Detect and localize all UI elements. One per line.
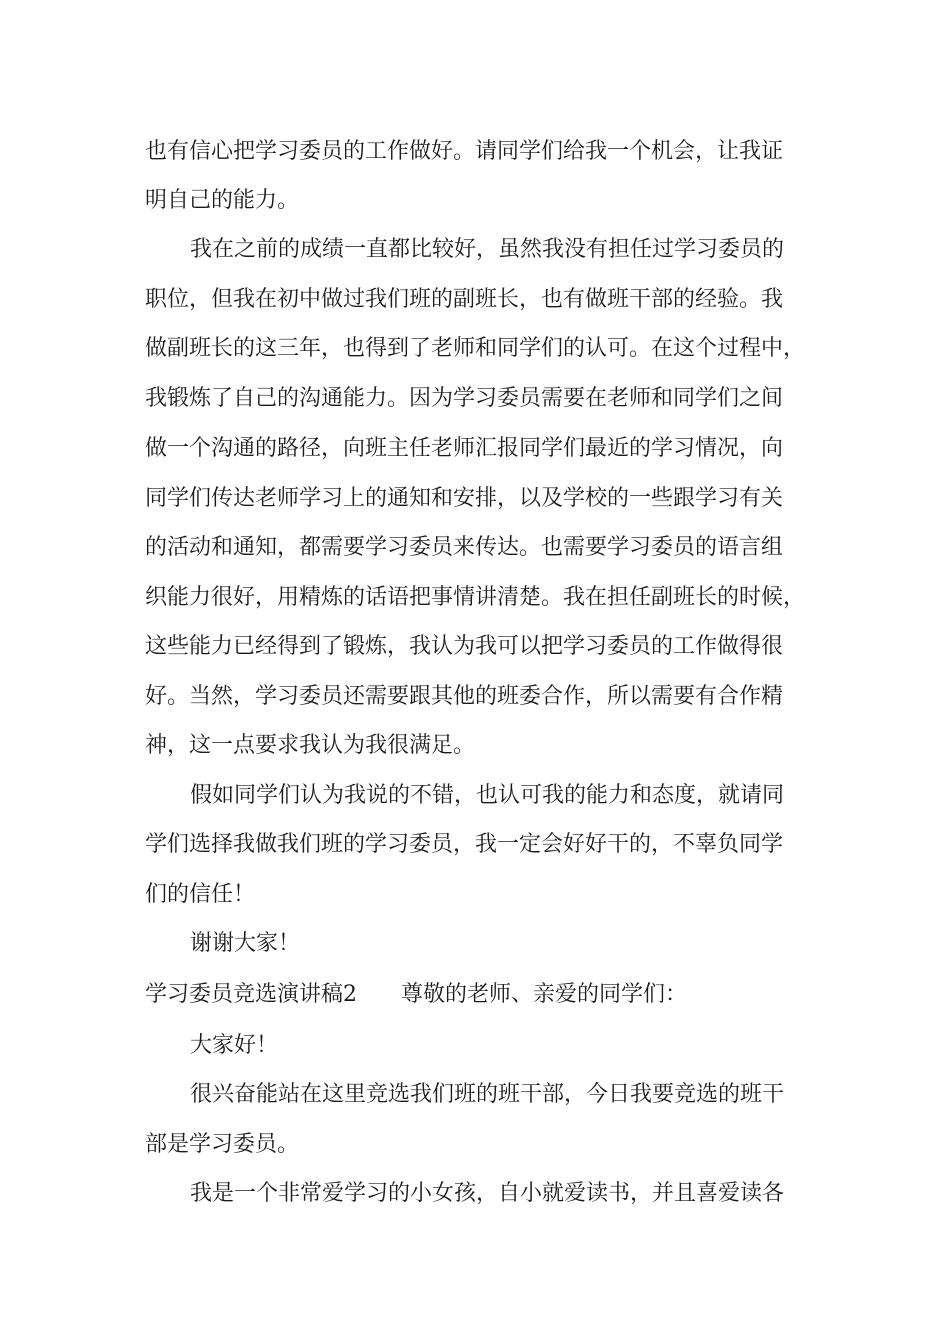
text-line: 学们选择我做我们班的学习委员，我一定会好好干的，不辜负同学 — [145, 832, 784, 857]
text-line: 我在之前的成绩一直都比较好，虽然我没有担任过学习委员的 — [190, 237, 785, 262]
text-line: 织能力很好，用精炼的话语把事情讲清楚。我在担任副班长的时候， — [145, 585, 806, 610]
text-line: 假如同学们认为我说的不错，也认可我的能力和态度，就请同 — [190, 783, 785, 808]
text-line: 这些能力已经得到了锻炼，我认为我可以把学习委员的工作做得很 — [145, 634, 784, 659]
text-line: 同学们传达老师学习上的通知和安排，以及学校的一些跟学习有关 — [145, 486, 784, 511]
text-line: 谢谢大家！ — [190, 931, 301, 956]
text-line: 们的信任！ — [145, 882, 256, 907]
text-line: 我是一个非常爱学习的小女孩，自小就爱读书，并且喜爱读各 — [190, 1181, 785, 1206]
text-line: 大家好！ — [190, 1033, 279, 1058]
text-line: 做一个沟通的路径，向班主任老师汇报同学们最近的学习情况，向 — [145, 436, 784, 461]
section-heading-line: 学习委员竞选演讲稿2 尊敬的老师、亲爱的同学们： — [145, 982, 687, 1007]
text-line: 也有信心把学习委员的工作做好。请同学们给我一个机会，让我证 — [145, 139, 784, 164]
text-line: 很兴奋能站在这里竞选我们班的班干部，今日我要竞选的班干 — [190, 1082, 785, 1107]
text-line: 好。当然，学习委员还需要跟其他的班委合作，所以需要有合作精 — [145, 684, 784, 709]
text-line: 明自己的能力。 — [145, 188, 300, 213]
text-line: 部是学习委员。 — [145, 1132, 300, 1157]
text-line: 职位，但我在初中做过我们班的副班长，也有做班干部的经验。我 — [145, 287, 784, 312]
text-line: 我锻炼了自己的沟通能力。因为学习委员需要在老师和同学们之间 — [145, 386, 784, 411]
text-line: 做副班长的这三年，也得到了老师和同学们的认可。在这个过程中， — [145, 336, 806, 361]
text-line: 神，这一点要求我认为我很满足。 — [145, 733, 476, 758]
text-line: 的活动和通知，都需要学习委员来传达。也需要学习委员的语言组 — [145, 535, 784, 560]
